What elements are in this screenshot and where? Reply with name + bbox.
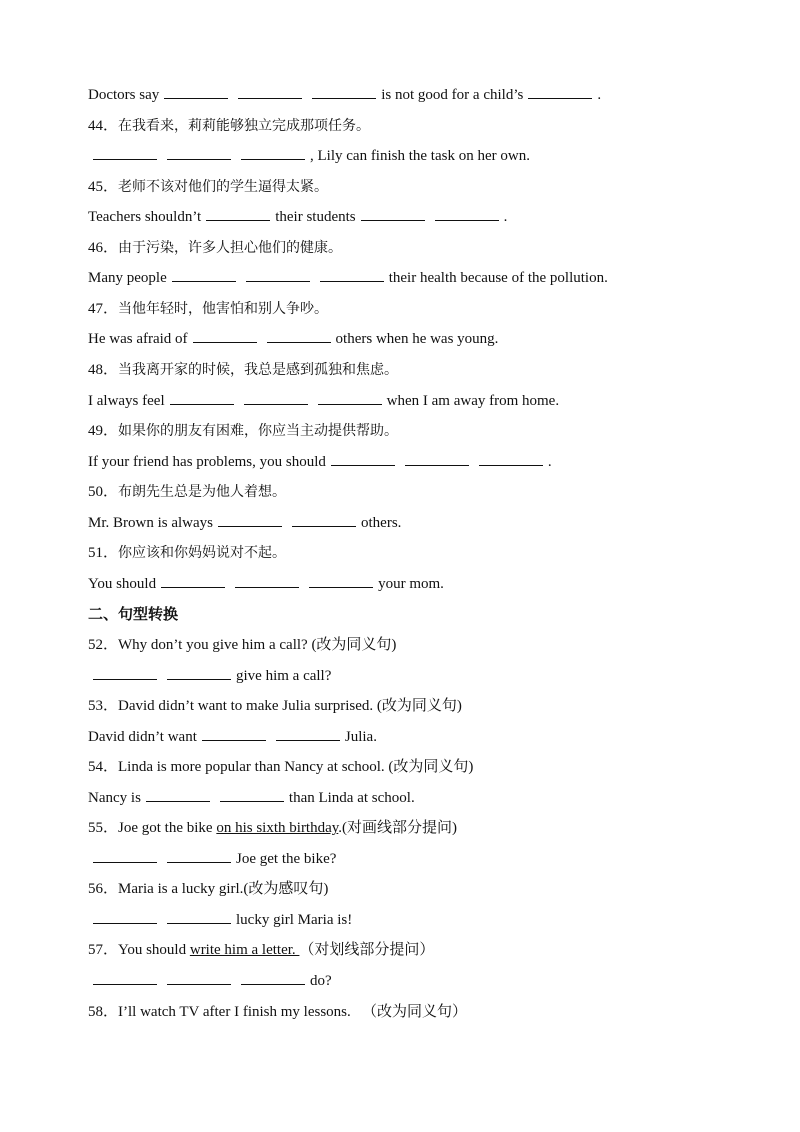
answer-text: their health because of the pollution. xyxy=(388,270,608,287)
question-prompt xyxy=(88,359,760,381)
answer-blank[interactable] xyxy=(167,145,231,160)
answer-blank[interactable] xyxy=(331,451,395,466)
answer-blank[interactable] xyxy=(405,451,469,466)
answer-blank[interactable] xyxy=(93,665,157,680)
question-prompt xyxy=(88,237,760,259)
question-text: Linda is more popular than Nancy at school. (改为同义句) xyxy=(118,759,474,776)
answer-text: than Linda at school. xyxy=(288,789,415,806)
answer-text: their students xyxy=(275,209,356,226)
answer-blank[interactable] xyxy=(202,726,266,741)
answer-blank[interactable] xyxy=(309,573,373,588)
answer-text: . xyxy=(547,453,552,470)
answer-line xyxy=(88,726,760,748)
answer-blank[interactable] xyxy=(312,84,376,99)
answer-blank[interactable] xyxy=(241,145,305,160)
answer-text: I always feel xyxy=(88,392,165,409)
answer-blank[interactable] xyxy=(218,512,282,527)
question-text: Joe got the bike xyxy=(118,820,217,837)
question-text: 老师不该对他们的学生逼得太紧。 xyxy=(118,178,329,195)
answer-text: Mr. Brown is always xyxy=(88,514,213,531)
answer-blank[interactable] xyxy=(320,267,384,282)
answer-text: when I am away from home. xyxy=(386,392,560,409)
answer-text: . xyxy=(597,87,602,103)
answer-text: is not good for a child’s xyxy=(381,87,524,103)
answer-text: David didn’t want xyxy=(88,728,197,745)
question-prompt xyxy=(88,481,760,503)
answer-line xyxy=(88,328,760,350)
answer-text: give him a call? xyxy=(236,667,332,684)
answer-blank[interactable] xyxy=(167,970,231,985)
question-number: 57． xyxy=(88,942,119,959)
question-number: 44． xyxy=(88,117,119,134)
answer-blank[interactable] xyxy=(361,206,425,221)
question-number: 56． xyxy=(88,881,119,898)
answer-blank[interactable] xyxy=(164,84,228,99)
question-prompt xyxy=(88,634,760,656)
question-text: 你应该和你妈妈说对不起。 xyxy=(118,545,287,562)
answer-text: If your friend has problems, you should xyxy=(88,453,326,470)
answer-blank[interactable] xyxy=(292,512,356,527)
question-number: 48． xyxy=(88,361,119,378)
question-prompt xyxy=(88,298,760,320)
answer-blank[interactable] xyxy=(161,573,225,588)
question-prompt xyxy=(88,939,760,961)
question-text: 当我离开家的时候，我总是感到孤独和焦虑。 xyxy=(118,361,399,378)
question-prompt xyxy=(88,176,760,198)
answer-text: Many people xyxy=(88,270,167,287)
answer-line xyxy=(88,573,760,595)
answer-blank[interactable] xyxy=(146,787,210,802)
question-number: 53． xyxy=(88,698,119,714)
answer-blank[interactable] xyxy=(244,390,308,405)
answer-line xyxy=(88,145,760,167)
answer-blank[interactable] xyxy=(206,206,270,221)
question-number: 49． xyxy=(88,423,119,440)
question-text: I’ll watch TV after I finish my lessons. （改为同义句） xyxy=(118,1003,468,1020)
question-prompt xyxy=(88,542,760,564)
question-number: 46． xyxy=(88,239,119,256)
answer-text: others when he was young. xyxy=(335,331,499,348)
answer-blank[interactable] xyxy=(479,451,543,466)
answer-text: Joe get the bike? xyxy=(236,850,337,867)
answer-text: lucky girl Maria is! xyxy=(236,911,353,928)
question-text: 由于污染，许多人担心他们的健康。 xyxy=(118,239,343,256)
question-prompt xyxy=(88,878,760,900)
answer-blank[interactable] xyxy=(93,848,157,863)
question-text: 如果你的朋友有困难，你应当主动提供帮助。 xyxy=(118,423,399,440)
question-prompt xyxy=(88,817,760,839)
answer-blank[interactable] xyxy=(267,328,331,343)
question-text: David didn’t want to make Julia surprised. (改为同义句) xyxy=(118,698,462,714)
answer-blank[interactable] xyxy=(193,328,257,343)
answer-text: Nancy is xyxy=(88,789,141,806)
answer-blank[interactable] xyxy=(246,267,310,282)
answer-text: Julia. xyxy=(344,728,377,745)
answer-text: your mom. xyxy=(378,575,444,592)
answer-line xyxy=(88,665,760,687)
answer-line xyxy=(88,451,760,473)
answer-line xyxy=(88,390,760,412)
question-text: 布朗先生总是为他人着想。 xyxy=(118,484,287,501)
answer-text: You should xyxy=(88,575,157,592)
question-number: 58． xyxy=(88,1003,119,1020)
question-text: Why don’t you give him a call? (改为同义句) xyxy=(118,636,397,653)
question-number: 47． xyxy=(88,300,119,317)
answer-text: others. xyxy=(361,514,402,531)
question-text: （对划线部分提问） xyxy=(299,942,435,959)
answer-blank[interactable] xyxy=(435,206,499,221)
question-prompt xyxy=(88,115,760,137)
answer-line xyxy=(88,84,760,106)
answer-text: He was afraid of xyxy=(88,331,188,348)
answer-text: , Lily can finish the task on her own. xyxy=(310,148,530,165)
question-text: 当他年轻时，他害怕和别人争吵。 xyxy=(118,300,329,317)
question-prompt xyxy=(88,420,760,442)
question-prompt xyxy=(88,1001,760,1023)
answer-line xyxy=(88,848,760,870)
answer-blank[interactable] xyxy=(172,267,236,282)
underlined-phrase: on his sixth birthday xyxy=(216,820,339,837)
question-prompt xyxy=(88,756,760,778)
answer-line xyxy=(88,787,760,809)
section-heading: 二、句型转换 xyxy=(88,605,179,624)
question-number: 55． xyxy=(88,820,119,837)
question-number: 51． xyxy=(88,545,119,562)
answer-blank[interactable] xyxy=(93,909,157,924)
answer-text: Teachers shouldn’t xyxy=(88,209,202,226)
answer-blank[interactable] xyxy=(276,726,340,741)
question-number: 54． xyxy=(88,759,119,776)
underlined-phrase: write him a letter. xyxy=(189,942,300,959)
answer-line xyxy=(88,909,760,931)
answer-blank[interactable] xyxy=(167,909,231,924)
question-text: .(对画线部分提问) xyxy=(338,820,458,837)
question-number: 45． xyxy=(88,178,119,195)
question-prompt xyxy=(88,695,760,717)
question-number: 50． xyxy=(88,484,119,501)
answer-blank[interactable] xyxy=(241,970,305,985)
answer-blank[interactable] xyxy=(170,390,234,405)
answer-blank[interactable] xyxy=(167,665,231,680)
answer-blank[interactable] xyxy=(93,970,157,985)
answer-blank[interactable] xyxy=(220,787,284,802)
answer-line xyxy=(88,512,760,534)
answer-line xyxy=(88,267,760,289)
question-text: You should xyxy=(118,942,190,959)
answer-blank[interactable] xyxy=(318,390,382,405)
question-number: 52． xyxy=(88,636,119,653)
question-text: 在我看来，莉莉能够独立完成那项任务。 xyxy=(118,117,371,134)
answer-line xyxy=(88,970,760,992)
answer-blank[interactable] xyxy=(93,145,157,160)
answer-text: . xyxy=(503,209,508,226)
answer-blank[interactable] xyxy=(167,848,231,863)
answer-blank[interactable] xyxy=(238,84,302,99)
answer-text: do? xyxy=(310,973,332,989)
answer-text: Doctors say xyxy=(88,87,160,103)
answer-blank[interactable] xyxy=(235,573,299,588)
answer-line xyxy=(88,206,760,228)
question-text: Maria is a lucky girl.(改为感叹句) xyxy=(118,881,329,898)
answer-blank[interactable] xyxy=(528,84,592,99)
